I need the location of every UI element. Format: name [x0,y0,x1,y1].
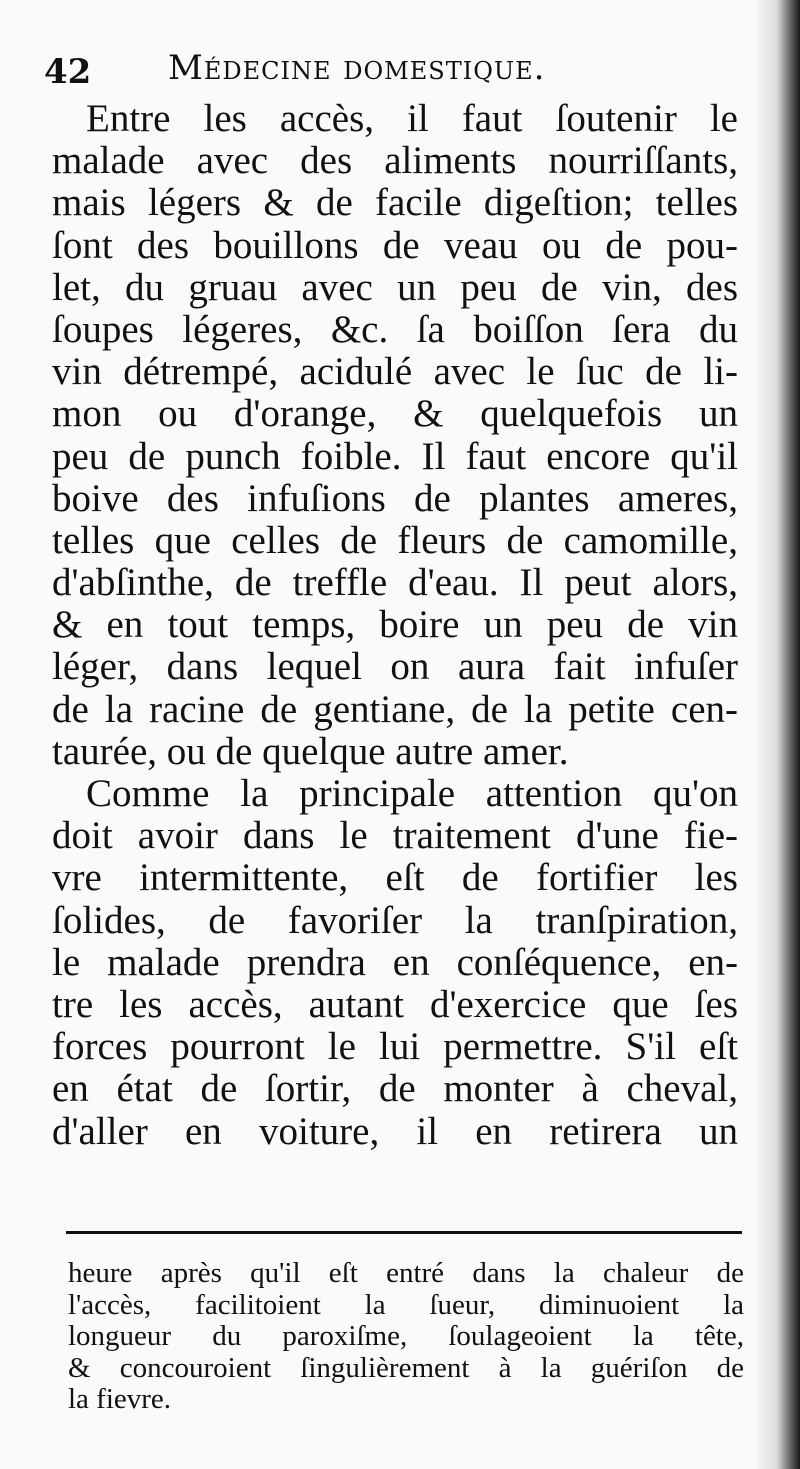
text-line: d'abſinthe, de treffle d'eau. Il peut alors, [52,562,738,605]
running-title: Médecine domestique. [168,48,546,88]
text-line: peu de punch foible. Il faut encore qu'il [52,435,738,478]
text-line: taurée, ou de quelque autre amer. [52,730,569,773]
text-line: ſont des bouillons de veau ou de pou- [52,224,738,267]
footnote-line: longueur du paroxiſme, ſoulageoient la tête, [68,1321,744,1353]
text-line: telles que celles de fleurs de camomille, [52,519,738,562]
text-line: tre les accès, autant d'exercice que ſes [52,983,738,1026]
footnote-divider [66,1231,742,1234]
text-line: ſoupes légeres, &c. ſa boiſſon ſera du [52,308,738,351]
page-number: 42 [44,52,92,92]
page-header [44,48,744,100]
text-line: mais légers & de facile digeſtion; telles [52,182,738,225]
text-line: en état de ſortir, de monter à cheval, [52,1068,738,1111]
text-line: léger, dans lequel on aura fait infuſer [52,646,738,689]
footnote-line: & concouroient ſingulièrement à la guériſon de [68,1352,744,1384]
main-text [52,98,738,1153]
page-binding-shadow [758,0,800,1469]
text-line: doit avoir dans le traitement d'une fie- [52,815,738,858]
text-line: & en tout temps, boire un peu de vin [52,604,738,647]
footnote-line: la fievre. [68,1384,172,1416]
text-line: Entre les accès, il faut ſoutenir le [86,98,738,140]
text-line: vre intermittente, eſt de fortifier les [52,857,738,900]
text-line: d'aller en voiture, il en retirera un [52,1110,738,1153]
footnote-line: l'accès, facilitoient la ſueur, diminuoient la [68,1289,744,1321]
text-line: mon ou d'orange, & quelquefois un [52,393,738,436]
text-line: le malade prendra en conſéquence, en- [52,941,738,984]
text-line: boive des infuſions de plantes ameres, [52,477,738,520]
footnote [68,1258,744,1416]
text-line: Comme la principale attention qu'on [86,773,738,815]
text-line: forces pourront le lui permettre. S'il eſt [52,1026,738,1069]
text-line: let, du gruau avec un peu de vin, des [52,266,738,309]
footnote-line: heure après qu'il eſt entré dans la chaleur de [68,1258,744,1289]
text-line: de la racine de gentiane, de la petite cen- [52,688,738,731]
text-line: vin détrempé, acidulé avec le ſuc de li- [52,351,738,394]
text-line: malade avec des aliments nourriſſants, [52,140,738,183]
text-line: ſolides, de favoriſer la tranſpiration, [52,899,738,942]
